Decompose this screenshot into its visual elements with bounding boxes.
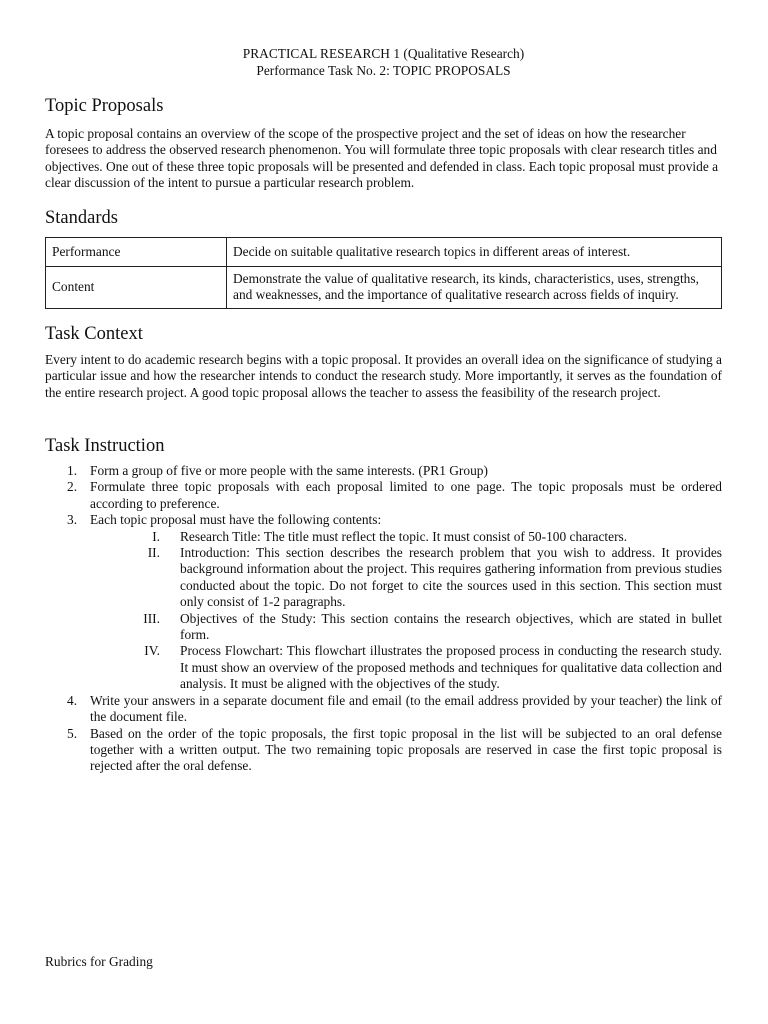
standards-label-content: Content: [46, 267, 227, 309]
section-title-standards: Standards: [45, 208, 118, 228]
header-task-title: Performance Task No. 2: TOPIC PROPOSALS: [256, 62, 511, 78]
section-title-task-context: Task Context: [45, 324, 143, 344]
list-item: [135, 643, 722, 692]
list-item-text: Formulate three topic proposals with each proposal limited to one page. The topic proposals must be ordered according to preference.: [90, 479, 722, 511]
standards-table: [45, 237, 722, 309]
list-item-number: III.: [143, 610, 160, 626]
contents-sublist: [135, 529, 722, 693]
list-item: [45, 463, 722, 479]
list-item: [135, 529, 722, 545]
list-item-text: Write your answers in a separate document file and email (to the email address provided by your teacher) the link of the document file.: [90, 692, 722, 725]
table-row: [46, 267, 722, 309]
list-item-number: 3.: [67, 512, 78, 528]
list-item-number: 4.: [67, 692, 78, 708]
task-context-paragraph: Every intent to do academic research begins with a topic proposal. It provides an overall idea on the significance of studying a particular issue and how the researcher intends to conduct the research study. More importantly, it serves as the foundation of the entire research project. A good topic proposal allows the teacher to assess the feasibility of the research project.: [45, 352, 722, 400]
list-item: [45, 726, 722, 775]
header-course-title: PRACTICAL RESEARCH 1 (Qualitative Research): [242, 46, 525, 61]
list-item: [135, 611, 722, 644]
list-item-number: I.: [152, 528, 160, 544]
list-item-text: Introduction: This section describes the research problem that you wish to address. It provides background information about the project. This requires gathering information from previous studies conducted about the topic. Do not forget to cite the sources used in this section. This section must only consist of 1-2 paragraphs.: [180, 545, 722, 610]
topic-proposals-paragraph: A topic proposal contains an overview of the scope of the prospective project and the set of ideas on how the researcher foresees to address the observed research phenomenon. You will formulate three topic proposals with clear research titles and objectives. One out of these three topic proposals will be presented and defended in class. Each topic proposal must provide a clear discussion of the intent to pursue a particular research problem.: [45, 126, 719, 191]
rubrics-heading: Rubrics for Grading: [45, 954, 153, 969]
section-title-topic-proposals: Topic Proposals: [45, 96, 164, 116]
list-item-text: Research Title: The title must reflect the topic. It must consist of 50-100 characters.: [180, 528, 628, 544]
table-row: [46, 238, 722, 267]
list-item-number: 5.: [67, 725, 78, 741]
list-item-text: Based on the order of the topic proposals, the first topic proposal in the list will be subjected to an oral defense together with a written output. The two remaining topic proposals are reserved in case the first topic proposal is rejected after the oral defense.: [90, 725, 722, 774]
list-item: [45, 512, 722, 528]
list-item-text: Objectives of the Study: This section contains the research objectives, which are stated in bullet form.: [180, 610, 722, 643]
list-item: [45, 693, 722, 726]
task-instruction-list: [45, 463, 722, 775]
list-item-text: Process Flowchart: This flowchart illustrates the proposed process in conducting the research study. It must show an overview of the proposed methods and techniques for qualitative data collection and analysis. It must be aligned with the objectives of the study.: [180, 643, 722, 692]
section-title-task-instruction: Task Instruction: [45, 436, 165, 456]
document-header: [45, 46, 722, 79]
list-item-number: II.: [147, 545, 160, 561]
list-item: [135, 545, 722, 611]
standards-value-performance: Decide on suitable qualitative research topics in different areas of interest.: [227, 238, 722, 267]
list-item-text: Each topic proposal must have the following contents:: [90, 512, 382, 528]
standards-label-performance: Performance: [46, 238, 227, 267]
list-item-number: IV.: [144, 643, 160, 659]
list-item-number: 1.: [67, 463, 78, 478]
standards-value-content: Demonstrate the value of qualitative research, its kinds, characteristics, uses, strengths, and weaknesses, and the importance of qualitative research across fields of inquiry.: [227, 267, 722, 309]
list-item: [45, 479, 722, 512]
list-item-number: 2.: [67, 479, 78, 495]
list-item-text: Form a group of five or more people with the same interests. (PR1 Group): [90, 463, 488, 478]
